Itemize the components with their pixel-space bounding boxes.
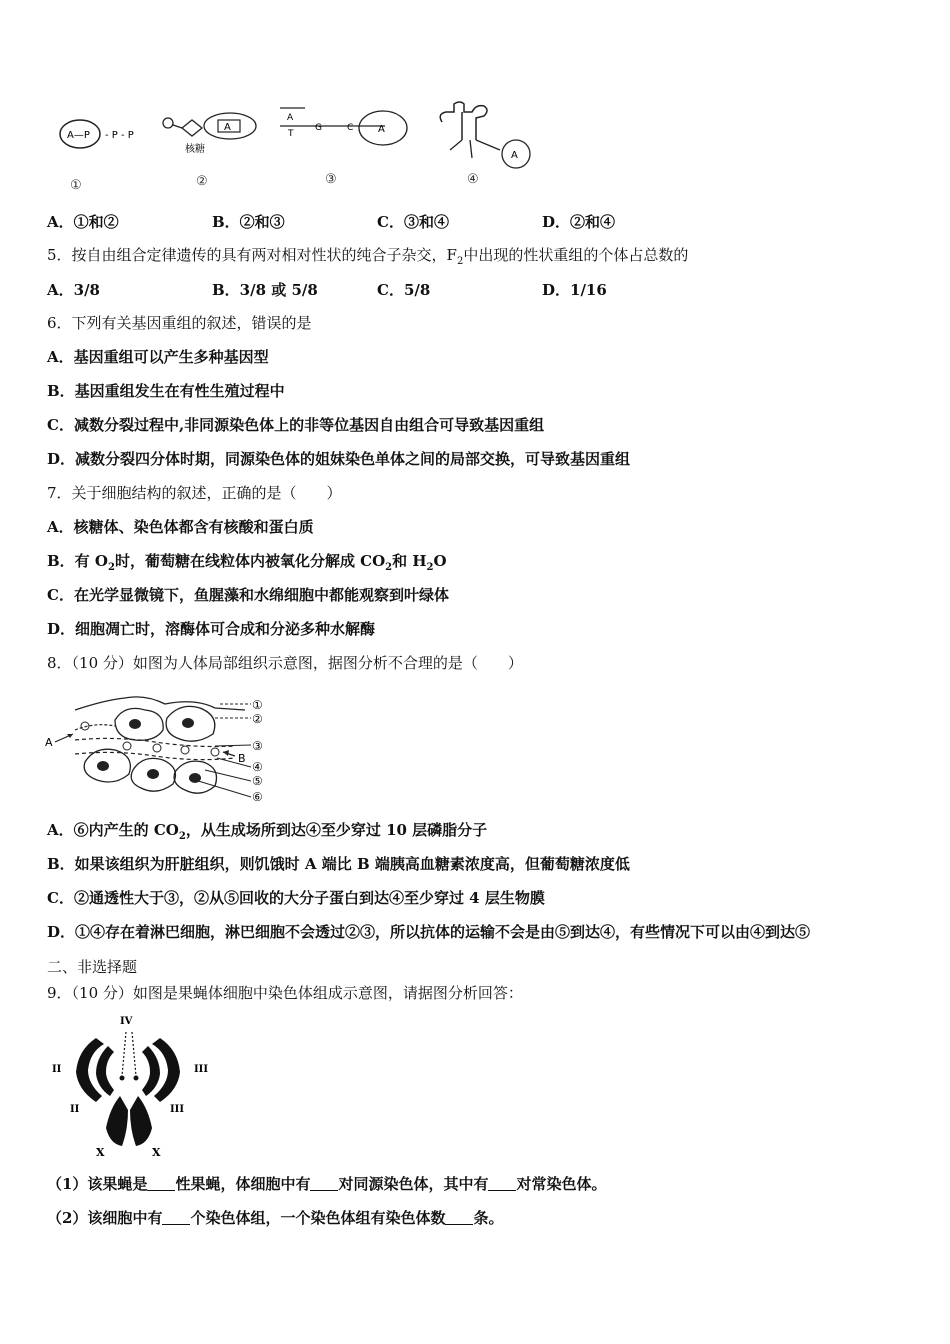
q8-label-6: ⑥: [252, 790, 263, 804]
q9-chromosome-diagram: [48, 1010, 218, 1160]
q4-figure-4: [432, 100, 542, 170]
q9-sub1: （1）该果蝇是 性果蝇，体细胞中有 对同源染色体，其中有 对常染色体。: [47, 1175, 607, 1193]
q9-label-x-left: X: [96, 1146, 105, 1159]
q8-option-c: C．②通透性大于③，②从⑤回收的大分子蛋白到达④至少穿过 4 层生物膜: [47, 889, 545, 907]
fig3-letter-a2: A: [378, 124, 385, 135]
fig3-letter-c: C: [347, 123, 354, 133]
q9-number: 9．: [47, 984, 72, 1002]
q4-option-d: D．②和④: [542, 213, 616, 231]
answer-blank[interactable]: [445, 1210, 473, 1225]
fig4-letter: A: [511, 150, 518, 161]
q5-options: [47, 280, 907, 300]
q8-label-4: ④: [252, 760, 263, 774]
q6-option-c: C．减数分裂过程中,非同源染色体上的非等位基因自由组合可导致基因重组: [47, 416, 545, 434]
answer-blank[interactable]: [310, 1176, 338, 1191]
q6-stem: 6．下列有关基因重组的叙述，错误的是: [47, 314, 312, 332]
q9-sub2: （2）该细胞中有 个染色体组，一个染色体组有染色体数 条。: [47, 1209, 504, 1227]
q7-option-b: B．有 $O_2$时，葡萄糖在线粒体内被氧化分解成 $CO_2$和 $H_2O$: [47, 552, 447, 573]
q6-option-b: B．基因重组发生在有性生殖过程中: [47, 382, 285, 400]
fig1-text: A—P: [67, 130, 90, 141]
q4-figure-1: [55, 112, 155, 162]
q5-option-d: D．1/16: [542, 281, 607, 299]
q9-stem: 9．（10 分）如图是果蝇体细胞中染色体组成示意图，请据图分析回答：: [47, 984, 523, 1002]
fig3-letter-t: T: [288, 129, 294, 139]
q4-fig4-label: ④: [467, 172, 479, 187]
q8-option-b: B．如果该组织为肝脏组织，则饥饿时 A 端比 B 端胰高血糖素浓度高，但葡萄糖浓度低: [47, 855, 630, 873]
q4-options: [47, 212, 907, 232]
q5-option-a: A．3/8: [47, 281, 100, 299]
q8-tissue-diagram: [45, 690, 275, 810]
q5-number: 5．: [47, 246, 72, 264]
q9-label-x-right: X: [152, 1146, 161, 1159]
q6-number: 6．: [47, 314, 72, 332]
fig3-letter-a1: A: [287, 113, 294, 123]
q5-stem: 5．按自由组合定律遗传的具有两对相对性状的纯合子杂交，$F_2$中出现的性状重组的个体占总数的: [47, 246, 689, 267]
q8-arrow-b: B: [238, 752, 246, 765]
q8-option-a: A．⑥内产生的 $CO_2$，从生成场所到达④至少穿过 10 层磷脂分子: [47, 821, 488, 842]
q9-score: （10 分）: [71, 984, 133, 1002]
q8-option-d: D．①④存在着淋巴细胞，淋巴细胞不会透过②③，所以抗体的运输不会是由⑤到达④，有些情况下可以由④到达⑤: [47, 923, 811, 941]
q8-number: 8．: [47, 654, 72, 672]
q4-option-b: B．②和③: [212, 213, 285, 231]
fig2-caption: 核糖: [185, 144, 205, 155]
fig3-letter-g: G: [315, 123, 322, 133]
q4-option-c: C．③和④: [377, 213, 449, 231]
q9-label-iv: IV: [120, 1016, 133, 1027]
q8-score: （10 分）: [71, 654, 133, 672]
answer-blank[interactable]: [147, 1176, 175, 1191]
q9-label-ii-bottom: II: [70, 1104, 80, 1115]
q8-label-2: ②: [252, 712, 263, 726]
q6-option-d: D．减数分裂四分体时期，同源染色体的姐妹染色单体之间的局部交换，可导致基因重组: [47, 450, 631, 468]
q7-option-d: D．细胞凋亡时，溶酶体可合成和分泌多种水解酶: [47, 620, 376, 638]
q5-option-b: B．3/8 或 5/8: [212, 281, 318, 299]
q8-label-1: ①: [252, 698, 263, 712]
q8-arrow-a: A: [45, 736, 53, 749]
q7-number: 7．: [47, 484, 72, 502]
q7-option-c: C．在光学显微镜下，鱼腥藻和水绵细胞中都能观察到叶绿体: [47, 586, 449, 604]
q4-figure-3: [275, 100, 415, 156]
q4-fig3-label: ③: [325, 172, 337, 187]
q4-fig2-label: ②: [196, 174, 208, 189]
q8-label-3: ③: [252, 739, 263, 753]
q4-option-a: A．①和②: [47, 213, 119, 231]
q9-label-iii-top: III: [194, 1064, 209, 1075]
q8-stem: 8．（10 分）如图为人体局部组织示意图，据图分析不合理的是（ ）: [47, 654, 523, 672]
q4-fig1-label: ①: [70, 178, 82, 193]
q5-option-c: C．5/8: [377, 281, 431, 299]
answer-blank[interactable]: [488, 1176, 516, 1191]
q9-label-ii-top: II: [52, 1064, 62, 1075]
q9-label-iii-bottom: III: [170, 1104, 185, 1115]
answer-blank[interactable]: [162, 1210, 190, 1225]
q4-figure-2: [160, 108, 260, 158]
fig2-box-text: A: [224, 122, 231, 133]
fig1-tail: - P - P: [105, 130, 134, 141]
q8-label-5: ⑤: [252, 774, 263, 788]
q7-stem: 7．关于细胞结构的叙述，正确的是（ ）: [47, 484, 342, 502]
section-title: 二、非选择题: [47, 958, 138, 976]
q6-option-a: A．基因重组可以产生多种基因型: [47, 348, 269, 366]
q7-option-a: A．核糖体、染色体都含有核酸和蛋白质: [47, 518, 314, 536]
